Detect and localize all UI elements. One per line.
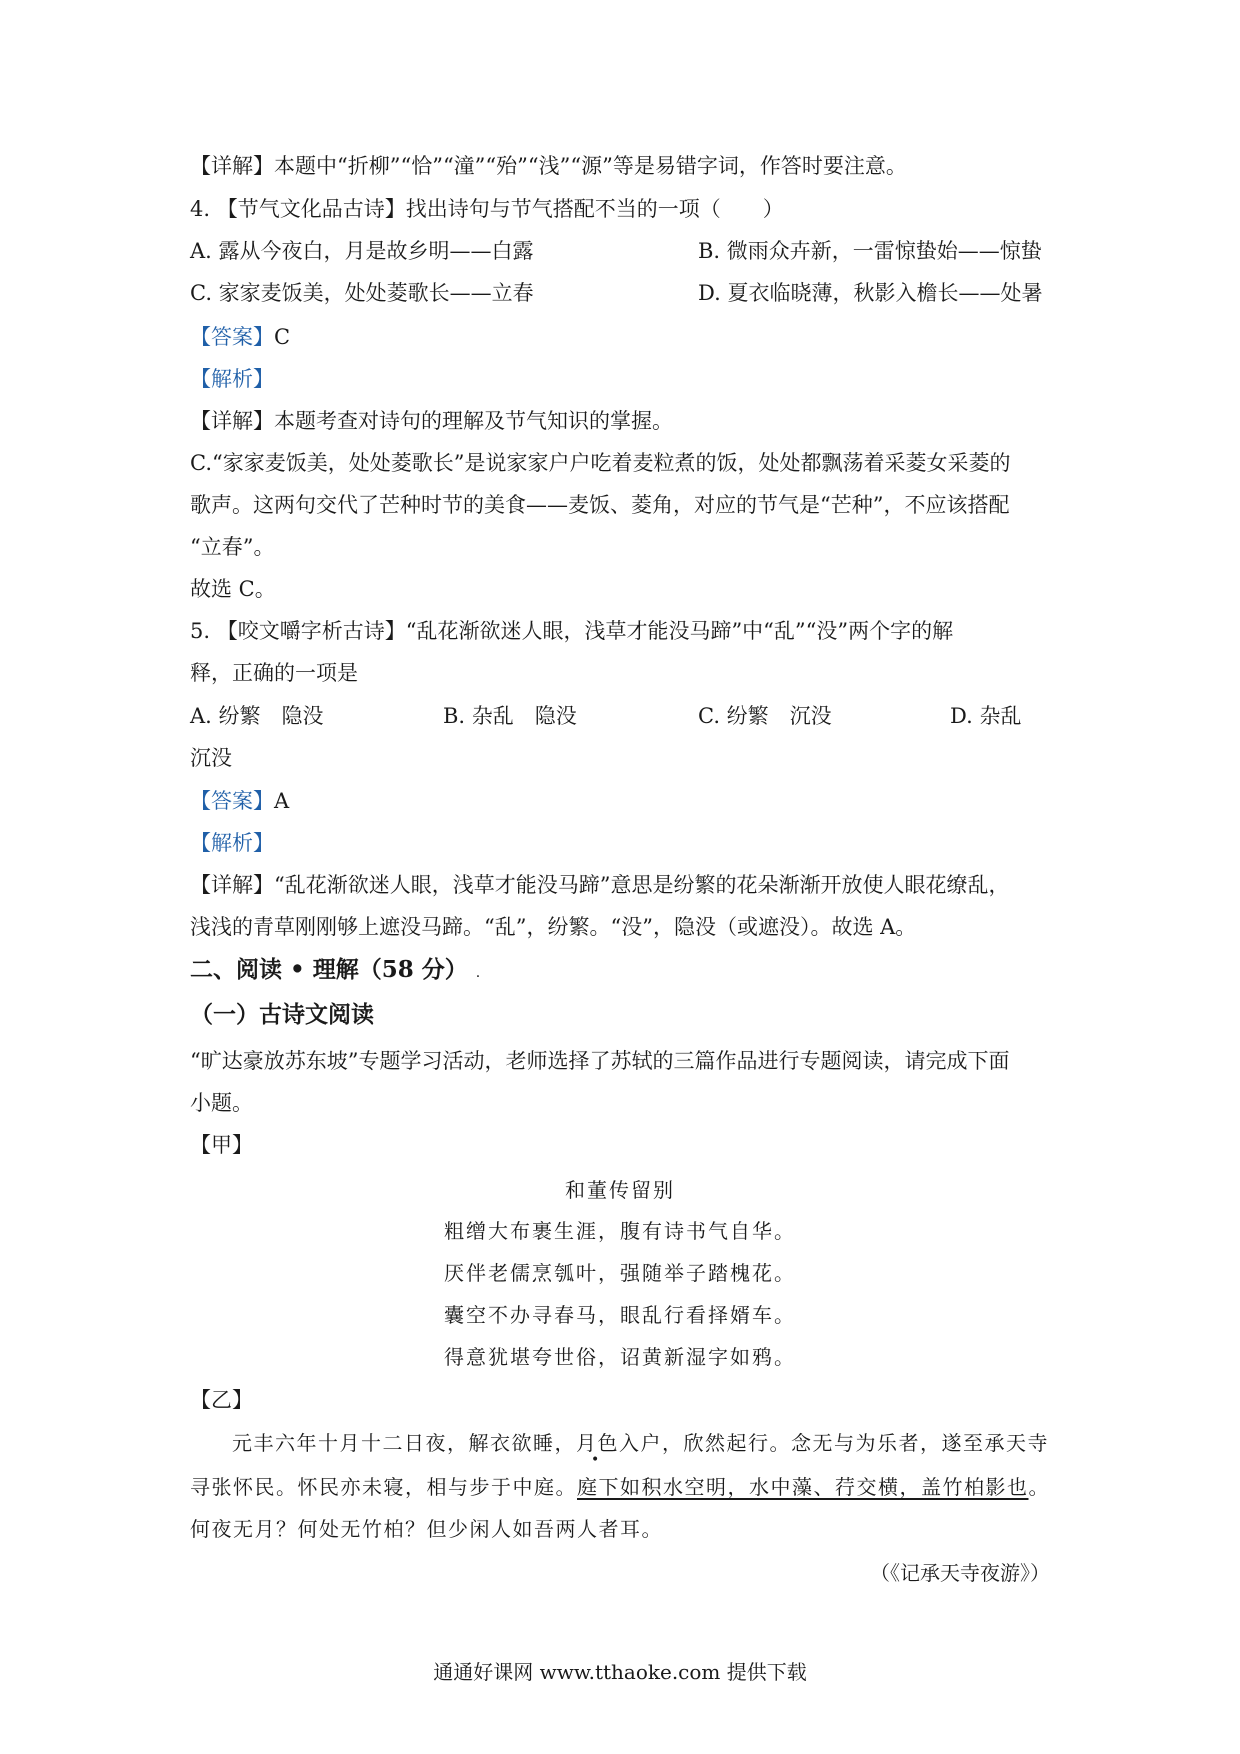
emphasis-dot: • bbox=[591, 1452, 600, 1468]
poem-line: 得意犹堪夸世俗，诏黄新湿字如鸦。 bbox=[444, 1345, 796, 1369]
q5-option-d: D. 杂乱 bbox=[950, 704, 1022, 728]
answer-label: 【答案】 bbox=[190, 789, 274, 813]
intro-line: 小题。 bbox=[190, 1091, 253, 1115]
q4-explanation-line: 歌声。这两句交代了芒种时节的美食——麦饭、菱角，对应的节气是“芒种”，不应该搭配 bbox=[190, 493, 1010, 517]
q4-explanation-line: “立春”。 bbox=[190, 535, 275, 559]
answer-4 bbox=[190, 322, 1060, 352]
source-citation: （《记承天寺夜游》） bbox=[870, 1561, 1050, 1585]
answer-value: A bbox=[274, 789, 290, 813]
section-mark: . bbox=[475, 965, 481, 981]
poem-line: 厌伴老儒烹瓠叶，强随举子踏槐花。 bbox=[444, 1261, 796, 1285]
detail-line bbox=[190, 151, 1060, 181]
prose-line bbox=[190, 1472, 1060, 1502]
question-5: 5. 【咬文嚼字析古诗】“乱花渐欲迷人眼，浅草才能没马蹄”中“乱”“没”两个字的解 bbox=[190, 619, 954, 643]
detail-5-cont: 浅浅的青草刚刚够上遮没马蹄。“乱”，纷繁。“没”，隐没（或遮没）。故选 A。 bbox=[190, 915, 917, 939]
answer-5 bbox=[190, 786, 1060, 816]
detail-label: 【详解】 bbox=[190, 409, 274, 433]
detail-text: 本题考查对诗句的理解及节气知识的掌握。 bbox=[274, 409, 673, 433]
subsection-heading: （一）古诗文阅读 bbox=[190, 1001, 374, 1028]
prose-line: 何夜无月？何处无竹柏？但少闲人如吾两人者耳。 bbox=[190, 1517, 663, 1541]
q4-explanation-line: C.“家家麦饭美，处处菱歌长”是说家家户户吃着麦粒煮的饭，处处都飘荡着采菱女采菱的 bbox=[190, 451, 1011, 475]
analysis-label-5: 【解析】 bbox=[190, 831, 274, 855]
q4-option-a: A. 露从今夜白，月是故乡明——白露 bbox=[190, 239, 534, 263]
question-4: 4. 【节气文化品古诗】找出诗句与节气搭配不当的一项（ ） bbox=[190, 197, 784, 221]
detail-text: 本题中“折柳”“恰”“潼”“殆”“浅”“源”等是易错字词，作答时要注意。 bbox=[274, 154, 907, 178]
poem-line: 囊空不办寻春马，眼乱行看择婿车。 bbox=[444, 1303, 796, 1327]
label-yi: 【乙】 bbox=[190, 1388, 253, 1412]
prose-text: 。 bbox=[1028, 1475, 1050, 1499]
q4-conclusion: 故选 C。 bbox=[190, 577, 276, 601]
prose-text: 寻张怀民。怀民亦未寝，相与步于中庭。 bbox=[190, 1475, 577, 1499]
q5-option-b: B. 杂乱 隐没 bbox=[443, 704, 577, 728]
detail-5 bbox=[190, 870, 1060, 900]
section-title: 二、阅读 • 理解（58 分） bbox=[190, 956, 468, 983]
q4-option-b: B. 微雨众卉新，一雷惊蛰始——惊蛰 bbox=[698, 239, 1042, 263]
analysis-label-4: 【解析】 bbox=[190, 367, 274, 391]
q4-option-d: D. 夏衣临晓薄，秋影入檐长——处暑 bbox=[698, 281, 1043, 305]
question-5-cont: 释，正确的一项是 bbox=[190, 661, 358, 685]
detail-label: 【详解】 bbox=[190, 873, 274, 897]
poem-line: 粗缯大布裹生涯，腹有诗书气自华。 bbox=[444, 1219, 796, 1243]
q4-option-c: C. 家家麦饭美，处处菱歌长——立春 bbox=[190, 281, 534, 305]
detail-4 bbox=[190, 406, 1060, 436]
underlined-sentence: 庭下如积水空明，水中藻、荇交横，盖竹柏影也 bbox=[577, 1475, 1029, 1499]
answer-value: C bbox=[274, 325, 291, 349]
page-footer: 通通好课网 www.tthaoke.com 提供下载 bbox=[433, 1660, 807, 1684]
prose-line: 元丰六年十月十二日夜，解衣欲睡，月色入户，欣然起行。念无与为乐者，遂至承天寺 bbox=[232, 1431, 1049, 1455]
poem-title: 和董传留别 bbox=[565, 1178, 675, 1202]
q5-option-a: A. 纷繁 隐没 bbox=[190, 704, 324, 728]
section-heading bbox=[190, 955, 1060, 988]
label-jia: 【甲】 bbox=[190, 1133, 253, 1157]
intro-line: “旷达豪放苏东坡”专题学习活动，老师选择了苏轼的三篇作品进行专题阅读，请完成下面 bbox=[190, 1049, 1010, 1073]
q5-option-c: C. 纷繁 沉没 bbox=[698, 704, 832, 728]
detail-text: “乱花渐欲迷人眼，浅草才能没马蹄”意思是纷繁的花朵渐渐开放使人眼花缭乱， bbox=[274, 873, 1010, 897]
answer-label: 【答案】 bbox=[190, 325, 274, 349]
detail-label: 【详解】 bbox=[190, 154, 274, 178]
q5-option-d-cont: 沉没 bbox=[190, 746, 232, 770]
